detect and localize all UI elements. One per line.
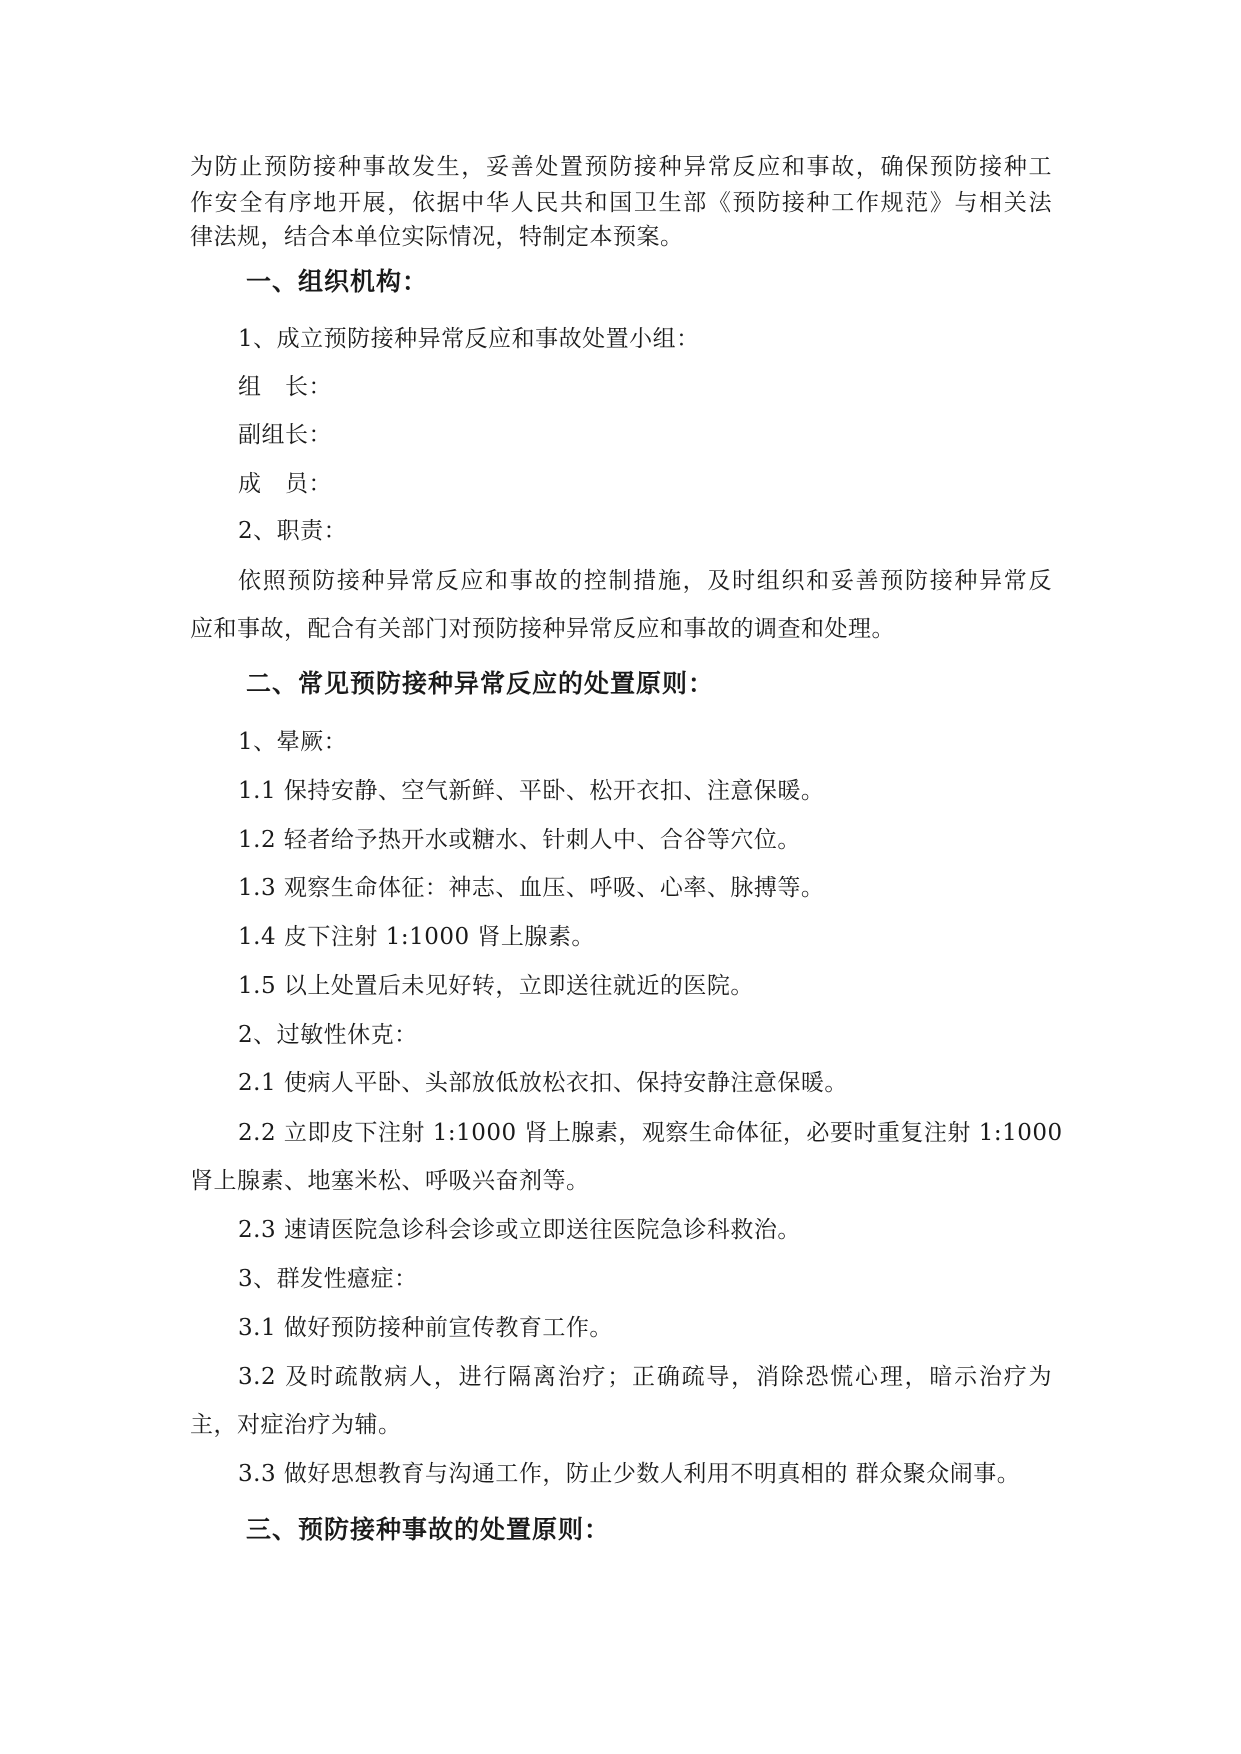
syncope-step-1-3: 1.3 观察生命体征：神志、血压、呼吸、心率、脉搏等。	[238, 875, 825, 901]
section-heading-reactions: 二、常见预防接种异常反应的处置原则：	[246, 669, 715, 698]
org-members: 成 员：	[238, 471, 332, 497]
syncope-step-1-1: 1.1 保持安静、空气新鲜、平卧、松开衣扣、注意保暖。	[238, 778, 825, 804]
anaphylaxis-step-2-3: 2.3 速请医院急诊科会诊或立即送往医院急诊科救治。	[238, 1217, 801, 1243]
syncope-step-1-4: 1.4 皮下注射 1:1000 肾上腺素。	[238, 924, 595, 950]
intro-line-2: 作安全有序地开展，依据中华人民共和国卫生部《预防接种工作规范》与相关法	[190, 190, 1052, 216]
hysteria-step-3-1: 3.1 做好预防接种前宣传教育工作。	[238, 1315, 613, 1341]
org-deputy-leader: 副组长：	[238, 422, 332, 448]
anaphylaxis-step-2-1: 2.1 使病人平卧、头部放低放松衣扣、保持安静注意保暖。	[238, 1070, 848, 1096]
intro-line-1: 为防止预防接种事故发生，妥善处置预防接种异常反应和事故，确保预防接种工	[190, 154, 1052, 180]
anaphylaxis-title: 2、过敏性休克：	[238, 1022, 418, 1048]
anaphylaxis-step-2-2-line-1: 2.2 立即皮下注射 1:1000 肾上腺素，观察生命体征，必要时重复注射 1:1000	[238, 1120, 1063, 1146]
section-heading-accidents: 三、预防接种事故的处置原则：	[246, 1515, 611, 1544]
hysteria-step-3-2-line-1: 3.2 及时疏散病人，进行隔离治疗；正确疏导，消除恐慌心理，暗示治疗为	[238, 1364, 1052, 1390]
duty-line-1: 依照预防接种异常反应和事故的控制措施，及时组织和妥善预防接种异常反	[238, 568, 1052, 594]
org-item-1: 1、成立预防接种异常反应和事故处置小组：	[238, 326, 700, 352]
hysteria-step-3-2-line-2: 主，对症治疗为辅。	[190, 1412, 402, 1438]
intro-line-3: 律法规，结合本单位实际情况，特制定本预案。	[190, 224, 684, 250]
syncope-step-1-2: 1.2 轻者给予热开水或糖水、针刺人中、合谷等穴位。	[238, 827, 801, 853]
anaphylaxis-step-2-2-line-2: 肾上腺素、地塞米松、呼吸兴奋剂等。	[190, 1168, 590, 1194]
section-heading-organization: 一、组织机构：	[246, 267, 429, 296]
org-leader: 组 长：	[238, 374, 332, 400]
syncope-step-1-5: 1.5 以上处置后未见好转，立即送往就近的医院。	[238, 973, 754, 999]
hysteria-title: 3、群发性癔症：	[238, 1266, 418, 1292]
duty-line-2: 应和事故，配合有关部门对预防接种异常反应和事故的调查和处理。	[190, 616, 895, 642]
syncope-title: 1、晕厥：	[238, 729, 348, 755]
org-item-2: 2、职责：	[238, 518, 348, 544]
hysteria-step-3-3: 3.3 做好思想教育与沟通工作，防止少数人利用不明真相的 群众聚众闹事。	[238, 1461, 1021, 1487]
